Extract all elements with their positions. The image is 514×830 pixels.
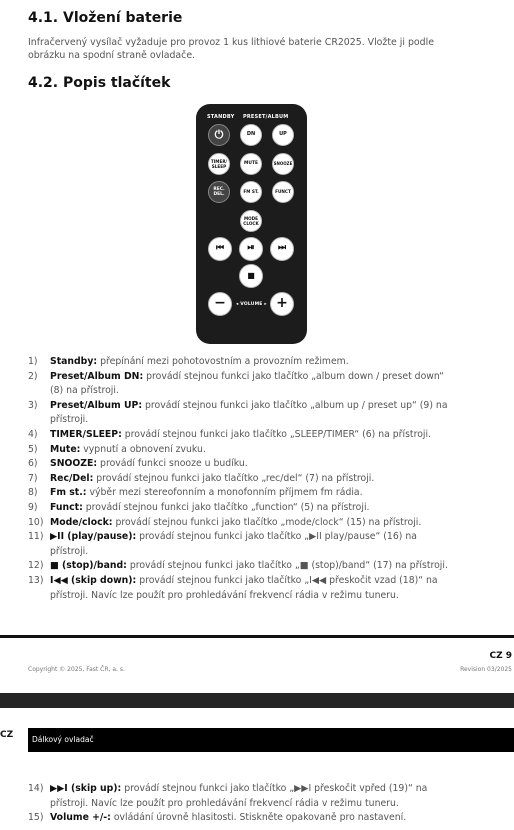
list-item: 7) Rec/Del: provádí stejnou funkci jako tlačítko „rec/del“ (7) na přístroji. bbox=[28, 472, 375, 484]
volume-label: ◂ VOLUME ▸ bbox=[236, 302, 267, 307]
list-item: 4) TIMER/SLEEP: provádí stejnou funkci jako tlačítko „SLEEP/TIMER“ (6) na přístroji. bbox=[28, 428, 432, 440]
remote-mode-button: MODE CLOCK bbox=[240, 210, 262, 232]
list-item: 1) Standby: přepínání mezi pohotovostním a provozním režimem. bbox=[28, 356, 349, 367]
volume-plus-icon: + bbox=[270, 292, 294, 316]
list-item: 15) Volume +/-: ovládání úrovně hlasitosti. Stiskněte opakovaně pro nastavení. bbox=[28, 812, 407, 824]
list-item: 2) Preset/Album DN: provádí stejnou funkci jako tlačítko „album down / preset down“ (8) na přístroji. bbox=[28, 370, 444, 397]
remote-control-image bbox=[196, 104, 307, 344]
power-icon: ⏻ bbox=[208, 124, 230, 146]
battery-paragraph bbox=[28, 36, 498, 62]
list-item: 8) Fm st.: výběr mezi stereofonním a monofonním příjmem fm rádia. bbox=[28, 487, 363, 499]
list-item: 14) ▶▶I (skip up): provádí stejnou funkci jako tlačítko „▶▶I přeskočit vpřed (19)“ na přístroji. Navíc lze použít pro prohledávání frekvencí rádia v režimu tuneru. bbox=[28, 783, 428, 809]
list-item: 9) Funct: provádí stejnou funkci jako tlačítko „function“ (5) na přístroji. bbox=[28, 501, 370, 513]
copyright-text: Copyright © 2025, Fast ČR, a. s. bbox=[28, 666, 125, 673]
page-number: CZ 9 bbox=[489, 651, 512, 661]
language-tag: CZ bbox=[0, 730, 14, 740]
list-item: 11) ▶II (play/pause): provádí stejnou funkci jako tlačítko „▶II play/pause“ (16) na přístroji. bbox=[28, 531, 417, 557]
remote-funct-button: FUNCT bbox=[272, 181, 294, 203]
remote-rec-button: REC. DEL. bbox=[208, 181, 230, 203]
play-pause-icon: ⏯ bbox=[239, 237, 263, 261]
standby-label: STANDBY bbox=[207, 114, 235, 120]
battery-text-line: Infračervený vysílač vyžaduje pro provoz 1 kus lithiové baterie CR2025. Vložte ji podle bbox=[28, 37, 434, 48]
skip-back-icon: ⏮ bbox=[208, 237, 232, 261]
revision-text: Revision 03/2025 bbox=[460, 666, 512, 673]
section-heading-battery: 4.1. Vložení baterie bbox=[28, 10, 183, 26]
list-item: 5) Mute: vypnutí a obnovení zvuku. bbox=[28, 443, 206, 455]
list-item: 3) Preset/Album UP: provádí stejnou funkci jako tlačítko „album up / preset up“ (9) na přístroji. bbox=[28, 399, 448, 426]
footer-rule bbox=[0, 635, 514, 638]
remote-snooze-button: SNOOZE bbox=[272, 153, 294, 175]
remote-timer-button: TIMER/ SLEEP bbox=[208, 153, 230, 175]
list-item: 12) ■ (stop)/band: provádí stejnou funkci jako tlačítko „■ (stop)/band“ (17) na přístroji. bbox=[28, 560, 448, 572]
list-item: 10) Mode/clock: provádí stejnou funkci jako tlačítko „mode/clock“ (15) na přístroji. bbox=[28, 516, 422, 528]
page-separator bbox=[0, 693, 514, 708]
section-header-title: Dálkový ovladač bbox=[32, 735, 94, 744]
button-description-list bbox=[28, 355, 498, 603]
preset-album-label: PRESET/ALBUM bbox=[243, 114, 289, 120]
section-header-bar bbox=[28, 728, 514, 752]
remote-mute-button: MUTE bbox=[240, 153, 262, 175]
skip-forward-icon: ⏭ bbox=[270, 237, 294, 261]
stop-icon: ■ bbox=[239, 264, 263, 288]
volume-minus-icon: − bbox=[208, 292, 232, 316]
list-item: 6) SNOOZE: provádí funkci snooze u budíku. bbox=[28, 458, 248, 470]
remote-fmst-button: FM ST. bbox=[240, 181, 262, 203]
remote-up-button: UP bbox=[272, 124, 294, 146]
battery-text-line: obrázku na spodní straně ovladače. bbox=[28, 50, 196, 61]
remote-dn-button: DN bbox=[240, 124, 262, 146]
section-heading-buttons: 4.2. Popis tlačítek bbox=[28, 75, 171, 91]
list-item: 13) I◀◀ (skip down): provádí stejnou funkci jako tlačítko „I◀◀ přeskočit vzad (18)“ na přístroji. Navíc lze použít pro prohledávání frekvencí rádia v režimu tuneru. bbox=[28, 574, 438, 601]
button-description-list-continued bbox=[28, 782, 498, 826]
